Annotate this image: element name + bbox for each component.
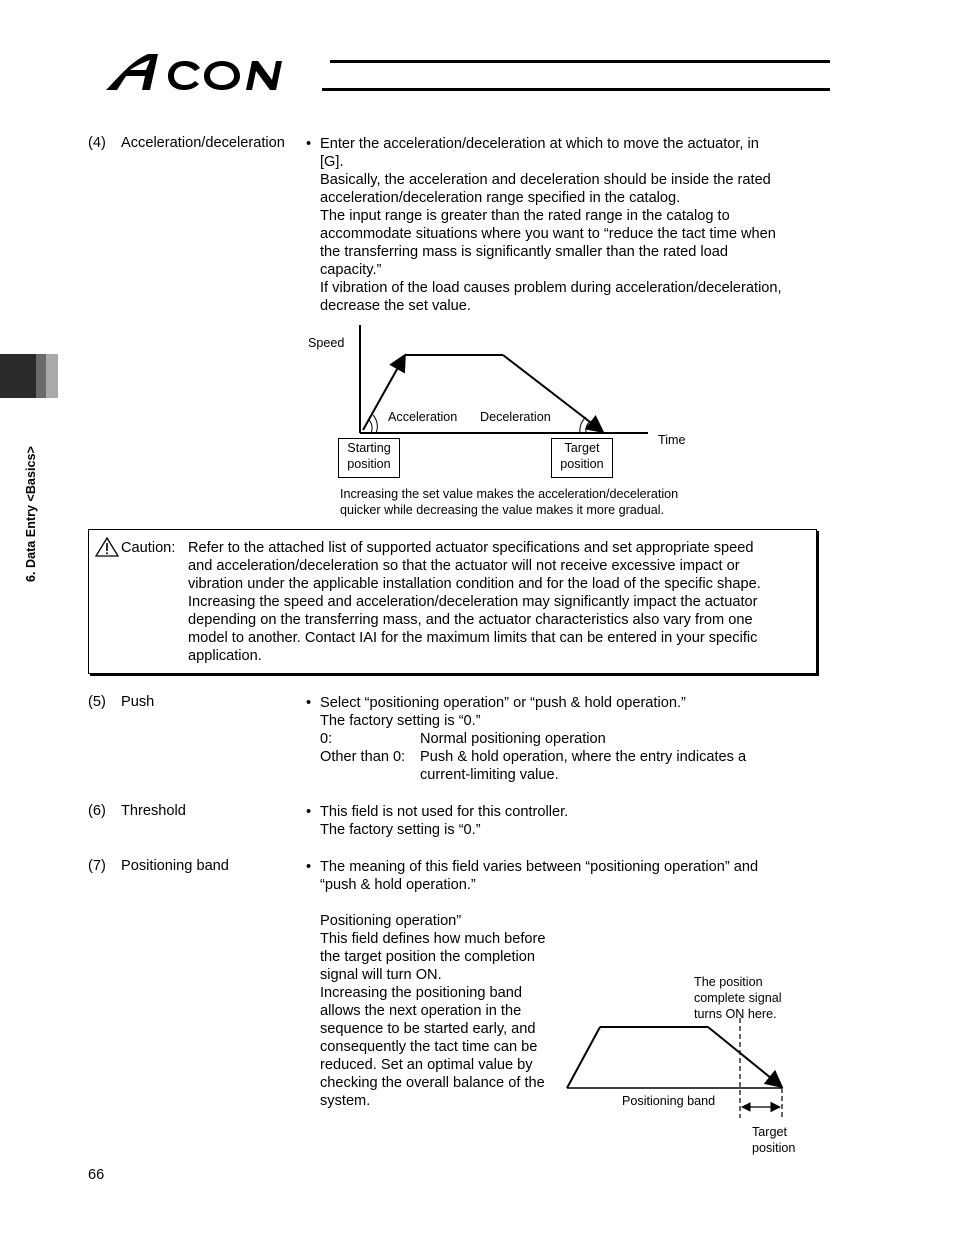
band-line-2: “push & hold operation.”: [320, 877, 476, 893]
text-line: accommodate situations where you want to “reduce the tact time when: [320, 226, 776, 242]
text-line: [G].: [320, 154, 344, 170]
band-line-1: The meaning of this field varies between “positioning operation” and: [320, 859, 759, 875]
text-line: acceleration/deceleration range specified in the catalog.: [320, 190, 681, 206]
push-option-1-value-cont: current-limiting value.: [420, 767, 559, 783]
text-line: capacity.”: [320, 262, 382, 278]
text-line: and acceleration/deceleration so that the actuator will not receive excessive impact or: [188, 558, 740, 574]
page-number: 66: [88, 1167, 105, 1183]
signal-note-1: The position: [694, 975, 763, 989]
text-line: reduced. Set an optimal value by: [320, 1057, 533, 1073]
time-axis-label: Time: [658, 433, 686, 447]
section-4-number: (4): [88, 135, 106, 151]
caution-label: Caution:: [121, 540, 176, 556]
push-option-1-value: Push & hold operation, where the entry indicates a: [420, 749, 747, 765]
text-line: checking the overall balance of the: [320, 1075, 545, 1091]
text-line: system.: [320, 1093, 371, 1109]
section-5-label: Push: [121, 694, 155, 710]
text-line: Refer to the attached list of supported actuator specifications and set appropriate speed: [188, 540, 754, 556]
target-position-label-2: position: [752, 1141, 796, 1155]
text-line: the target position the completion: [320, 949, 535, 965]
bullet: •: [306, 136, 312, 152]
target-position-label-1: Target: [752, 1125, 788, 1139]
section-6-number: (6): [88, 803, 106, 819]
box-line: position: [347, 457, 391, 471]
push-line-1: Select “positioning operation” or “push & hold operation.”: [320, 695, 686, 711]
push-option-0-key: 0:: [320, 731, 333, 747]
push-option-1-key: Other than 0:: [320, 749, 406, 765]
threshold-line-2: The factory setting is “0.”: [320, 822, 481, 838]
acceleration-label: Acceleration: [388, 410, 458, 424]
diagram-caption-1: Increasing the set value makes the acceleration/deceleration: [340, 487, 679, 501]
signal-note-2: complete signal: [694, 991, 782, 1005]
bullet: •: [306, 804, 312, 820]
text-line: Basically, the acceleration and deceleration should be inside the rated: [320, 172, 771, 188]
text-line: Positioning operation”: [320, 913, 462, 929]
deceleration-label: Deceleration: [480, 410, 551, 424]
text-line: This field defines how much before: [320, 931, 546, 947]
text-line: signal will turn ON.: [320, 967, 442, 983]
text-line: application.: [188, 648, 262, 664]
threshold-line-1: This field is not used for this controller.: [320, 804, 569, 820]
text-line: the transferring mass is significantly smaller than the rated load: [320, 244, 729, 260]
text-line: sequence to be started early, and: [320, 1021, 536, 1037]
positioning-band-label: Positioning band: [622, 1094, 716, 1108]
box-line: Starting: [347, 441, 391, 455]
bullet: •: [306, 859, 312, 875]
text-line: depending on the transferring mass, and the actuator characteristics also vary from one: [188, 612, 753, 628]
text-line: model to another. Contact IAI for the maximum limits that can be entered in your specific: [188, 630, 758, 646]
push-line-2: The factory setting is “0.”: [320, 713, 481, 729]
text-line: The input range is greater than the rated range in the catalog to: [320, 208, 730, 224]
text-line: allows the next operation in the: [320, 1003, 522, 1019]
section-6-label: Threshold: [121, 803, 186, 819]
box-line: Target: [564, 441, 600, 455]
text-line: decrease the set value.: [320, 298, 471, 314]
text-line: consequently the tact time can be: [320, 1039, 538, 1055]
text-line: Increasing the speed and acceleration/deceleration may significantly impact the actuator: [188, 594, 758, 610]
section-7-label: Positioning band: [121, 858, 229, 874]
bullet: •: [306, 695, 312, 711]
text-line: Increasing the positioning band: [320, 985, 523, 1001]
diagram-caption-2: quicker while decreasing the value makes it more gradual.: [340, 503, 665, 517]
section-5-number: (5): [88, 694, 106, 710]
text-line: vibration under the applicable installation condition and for the load of the specific shape.: [188, 576, 761, 592]
section-7-number: (7): [88, 858, 106, 874]
push-option-0-value: Normal positioning operation: [420, 731, 606, 747]
text-line: Enter the acceleration/deceleration at which to move the actuator, in: [320, 136, 759, 152]
signal-note-3: turns ON here.: [694, 1007, 777, 1021]
section-4-label: Acceleration/deceleration: [121, 135, 285, 151]
box-line: position: [560, 457, 604, 471]
text-line: If vibration of the load causes problem during acceleration/deceleration,: [320, 280, 782, 296]
speed-axis-label: Speed: [308, 336, 345, 350]
side-tab-label: 6. Data Entry <Basics>: [24, 446, 38, 582]
